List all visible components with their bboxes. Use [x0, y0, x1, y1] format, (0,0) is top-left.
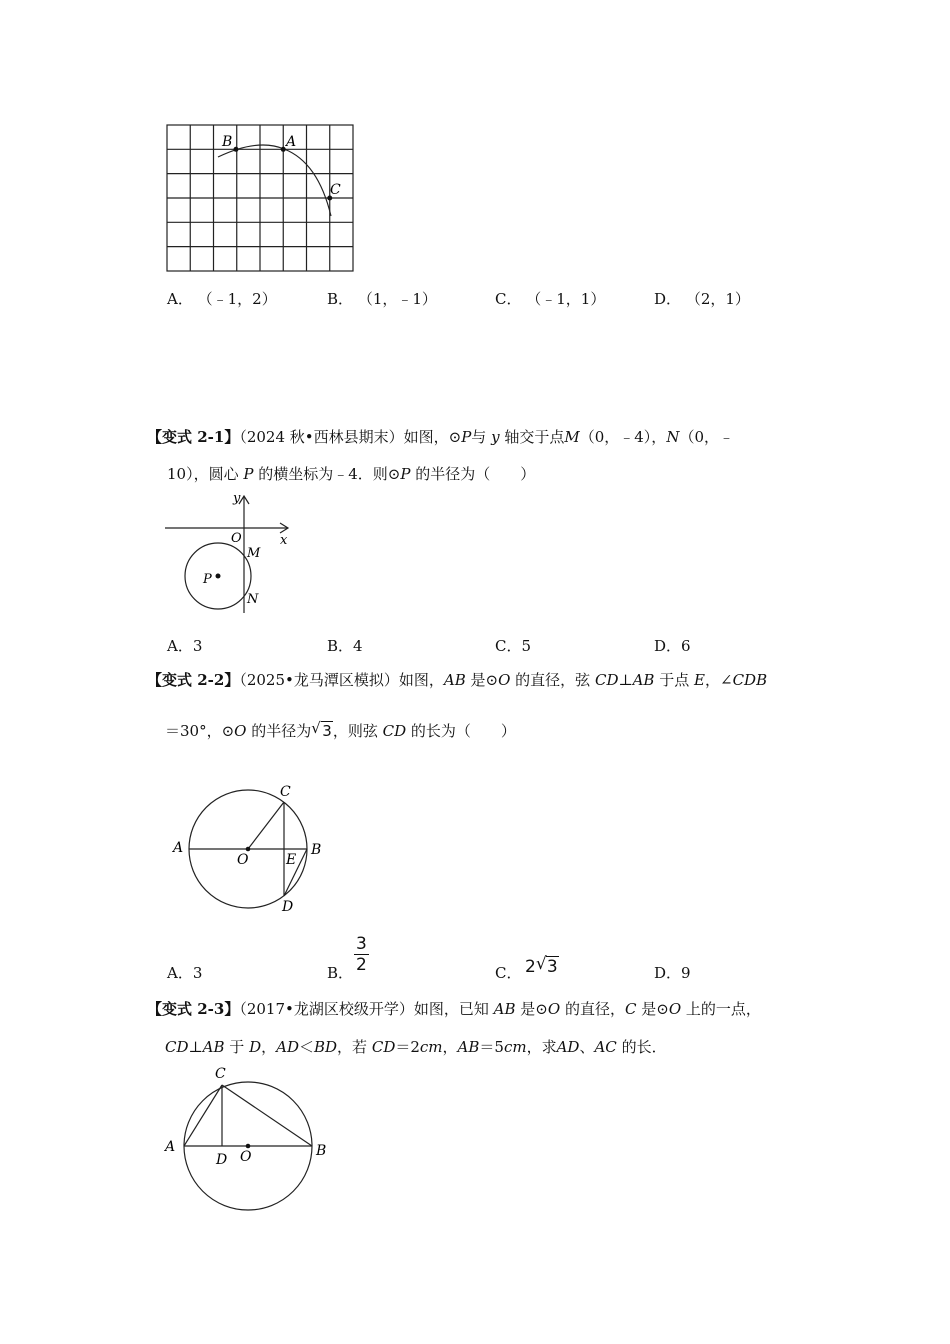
- question-2-2-line2: ＝30°，⊙O 的半径为 √ 3，则弦 CD 的长为（ ）: [165, 719, 516, 740]
- point-label-a: A: [286, 134, 297, 150]
- point-label-b: B: [222, 134, 233, 150]
- axis-label-x: x: [280, 533, 288, 548]
- point-label-c: C: [215, 1066, 226, 1082]
- point-label-m: M: [247, 546, 261, 561]
- option-b[interactable]: B． （1，﹣1）: [327, 290, 437, 308]
- option-a[interactable]: A．3: [167, 637, 203, 655]
- option-a[interactable]: A． （﹣1，2）: [167, 290, 277, 308]
- origin-label: O: [231, 531, 242, 546]
- question-tag: 【变式 2-3】: [147, 1000, 240, 1018]
- question-2-2-line1: 【变式 2-2】（2025•龙马潭区模拟）如图，AB 是⊙O 的直径，弦 CD⊥AB 于点 E，∠CDB: [147, 671, 768, 689]
- center-label-o: O: [240, 1149, 252, 1165]
- option-c[interactable]: C． （﹣1，1）: [495, 290, 606, 308]
- option-c[interactable]: C．: [495, 964, 522, 982]
- option-b[interactable]: B．: [327, 964, 354, 982]
- option-d[interactable]: D．9: [654, 964, 691, 982]
- axis-label-y: y: [233, 491, 241, 506]
- fraction-three-halves: $\frac{3}{2}$: [356, 934, 367, 975]
- point-label-c: C: [330, 182, 341, 198]
- question-2-3-line1: 【变式 2-3】（2017•龙湖区校级开学）如图，已知 AB 是⊙O 的直径，C 是⊙O 上的一点，: [147, 1000, 761, 1018]
- point-label-n: N: [247, 592, 259, 607]
- point-label-e: E: [286, 852, 297, 868]
- option-a[interactable]: A．3: [167, 964, 203, 982]
- option-b[interactable]: B．4: [327, 637, 363, 655]
- center-label-p: P: [203, 572, 212, 587]
- two-root-three: 2 √ 3: [525, 954, 558, 977]
- option-c[interactable]: C．5: [495, 637, 532, 655]
- sqrt-expression: √ 3: [311, 719, 332, 740]
- grid-arc-figure: [160, 120, 360, 280]
- option-d[interactable]: D． （2，1）: [654, 290, 750, 308]
- option-d[interactable]: D．6: [654, 637, 691, 655]
- point-label-b: B: [311, 842, 322, 858]
- question-2-3-line2: CD⊥AB 于 D，AD＜BD，若 CD＝2cm，AB＝5cm，求AD、AC 的长．: [165, 1038, 667, 1056]
- point-label-b: B: [316, 1143, 327, 1159]
- point-label-a: A: [165, 1139, 176, 1155]
- triangle-in-circle-figure: [160, 1063, 340, 1218]
- coordinate-circle-figure: [160, 488, 300, 618]
- question-2-1-line2: 10），圆心 P 的横坐标为﹣4．则⊙P 的半径为（ ）: [167, 465, 536, 483]
- point-label-d: D: [282, 899, 294, 915]
- point-label-c: C: [280, 784, 291, 800]
- question-tag: 【变式 2-2】: [147, 671, 240, 689]
- point-label-a: A: [173, 840, 184, 856]
- center-label-o: O: [237, 852, 249, 868]
- point-label-d: D: [216, 1152, 228, 1168]
- question-tag: 【变式 2-1】: [147, 428, 240, 446]
- question-2-1-line1: 【变式 2-1】（2024 秋•西林县期末）如图，⊙P与 y 轴交于点M（0，﹣4），N（0，﹣: [147, 428, 734, 446]
- circle-chord-figure: [165, 778, 335, 918]
